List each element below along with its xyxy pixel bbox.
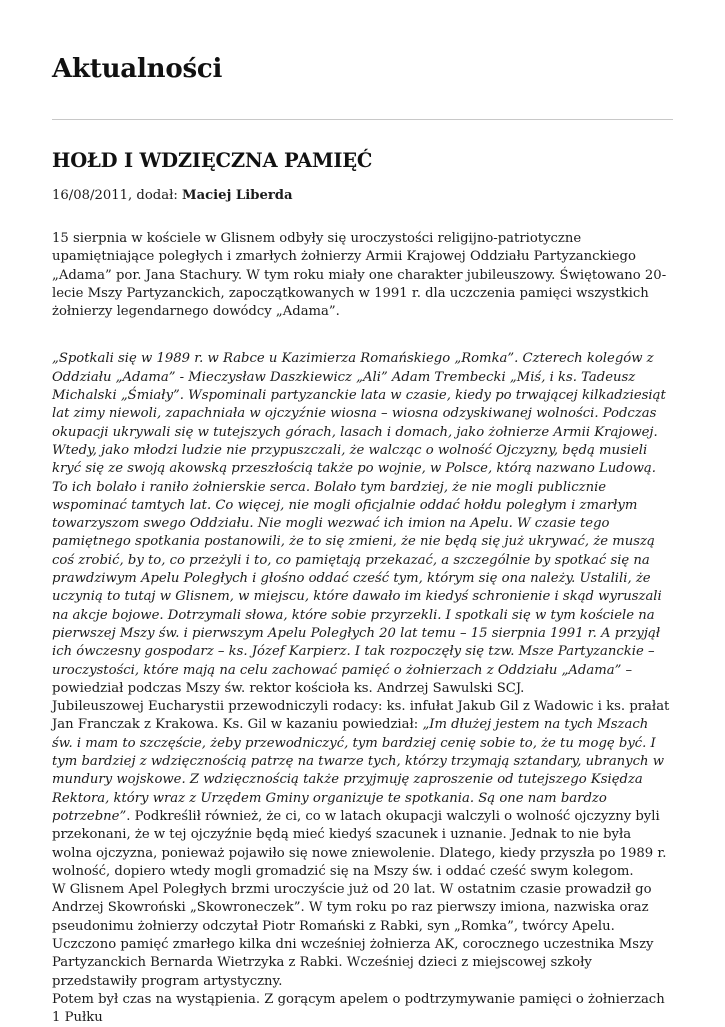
article-paragraph: W Glisnem Apel Poległych brzmi uroczyście już od 20 lat. W ostatnim czasie prowadził go Andrzej Skowroński „Skowroneczek”. W tym roku po raz pierwszy imiona, nazwiska oraz pseudonimu żołnierzy odczytał Piotr Romański z Rabki, syn „Romka”, twórcy Apelu. Uczczono pamięć zmarłego kilka dni wcześniej żołnierza AK, corocznego uczestnika Mszy Partyzanckich Bernarda Wietrzyka z Rabki. Wcześniej dzieci z miejscowej szkoły przedstawiły program artystyczny.: [52, 882, 654, 989]
article-title: HOŁD I WDZIĘCZNA PAMIĘĆ: [52, 149, 373, 172]
paragraph-text: Jubileuszowej Eucharystii przewodniczyli rodacy: ks. infułat Jakub Gil z Wadowic i ks. prałat Jan Franczak z Krakowa. Ks. Gil w kazaniu powiedział:: [52, 699, 670, 733]
article-meta: [52, 187, 293, 205]
quote-attribution: – powiedział podczas Mszy św. rektor kościoła ks. Andrzej Sawulski SCJ.: [52, 662, 633, 696]
divider: [52, 119, 673, 120]
article-paragraph: [52, 698, 673, 881]
article-quote-paragraph: [52, 350, 673, 698]
article-author: Maciej Liberda: [182, 188, 293, 203]
article-paragraph: 15 sierpnia w kościele w Glisnem odbyły się uroczystości religijno-patriotyczne upamiętniające poległych i zmarłych żołnierzy Armii Krajowej Oddziału Partyzanckiego „Adama” por. Jana Stachury. W tym roku miały one charakter jubileuszowy. Świętowano 20-lecie Mszy Partyzanckich, zapoczątkowanych w 1991 r. dla uczczenia pamięci wszystkich żołnierzy legendarnego dowódcy „Adama”.: [52, 231, 667, 320]
page-title: Aktualności: [52, 54, 223, 84]
paragraph-text: . Podkreślił również, że ci, co w latach okupacji walczyli o wolność ojczyzny byli przekonani, że w tej ojczyźnie będą mieć kiedyś szacunek i uznanie. Jednak to nie była wolna ojczyzna, ponieważ pojawiło się nowe zniewolenie. Dlatego, kiedy przyszła po 1989 r. wolność, dopiero wtedy mogli gromadzić się na Mszy św. i oddać cześć swym kolegom.: [52, 808, 667, 879]
quote-text: „Im dłużej jestem na tych Mszach św. i mam to szczęście, żeby przewodniczyć, tym bardziej cenię sobie to, że tu mogę być. I tym bardziej z wdzięcznością patrzę na twarze tych, którzy trzymają sztandary, ubranych w mundury wojskowe. Z wdzięcznością także przyjmuję zaproszenie od tutejszego Księdza Rektora, który wraz z Urzędem Gminy organizuje te spotkania. Są one nam bardzo potrzebne”: [52, 717, 664, 824]
article-date: 16/08/2011, dodał:: [52, 188, 178, 203]
article-body: [52, 230, 673, 1027]
quote-text: „Spotkali się w 1989 r. w Rabce u Kazimierza Romańskiego „Romka”. Czterech kolegów z Oddziału „Adama” - Mieczysław Daszkiewicz „Ali” Adam Trembecki „Miś, i ks. Tadeusz Michalski „Śmiały”. Wspominali partyzanckie lata w czasie, kiedy po trwającej kilkadziesiąt lat zimy niewoli, zapachniała w ojczyźnie wiosna – wiosna odzyskiwanej wolności. Podczas okupacji ukrywali się w tutejszych górach, lasach i domach, jako żołnierze Armii Krajowej. Wtedy, jako młodzi ludzie nie przypuszczali, że walcząc o wolność Ojczyzny, będą musieli kryć się ze swoją akowską przeszłością także po wojnie, w Polsce, którą nazwano Ludową. To ich bolało i raniło żołnierskie serca. Bolało tym bardziej, że nie mogli publicznie wspominać tamtych lat. Co więcej, nie mogli oficjalnie oddać hołdu poległym i zmarłym towarzyszom swego Oddziału. Nie mogli wezwać ich imion na Apelu. W czasie tego pamiętnego spotkania postanowili, że to się zmieni, że nie będą się już ukrywać, że muszą coś zrobić, by to, co przeżyli i to, co pamiętają przekazać, a szczególnie by spotkać się na prawdziwym Apelu Poległych i głośno oddać cześć tym, którym się ona należy. Ustalili, że uczynią to tutaj w Glisnem, w miejscu, które dawało im kiedyś schronienie i skąd wyruszali na akcje bojowe. Dotrzymali słowa, które sobie przyrzekli. I spotkali się w tym kościele na pierwszej Mszy św. i pierwszym Apelu Poległych 20 lat temu – 15 sierpnia 1991 r. A przyjął ich ówczesny gospodarz – ks. Józef Karpierz. I tak rozpoczęły się tzw. Msze Partyzanckie – uroczystości, które mają na celu zachować pamięć o żołnierzach z Oddziału „Adama”: [52, 351, 666, 678]
article-paragraph: Potem był czas na wystąpienia. Z gorącym apelem o podtrzymywanie pamięci o żołnierzach 1 Pułku: [52, 991, 665, 1026]
